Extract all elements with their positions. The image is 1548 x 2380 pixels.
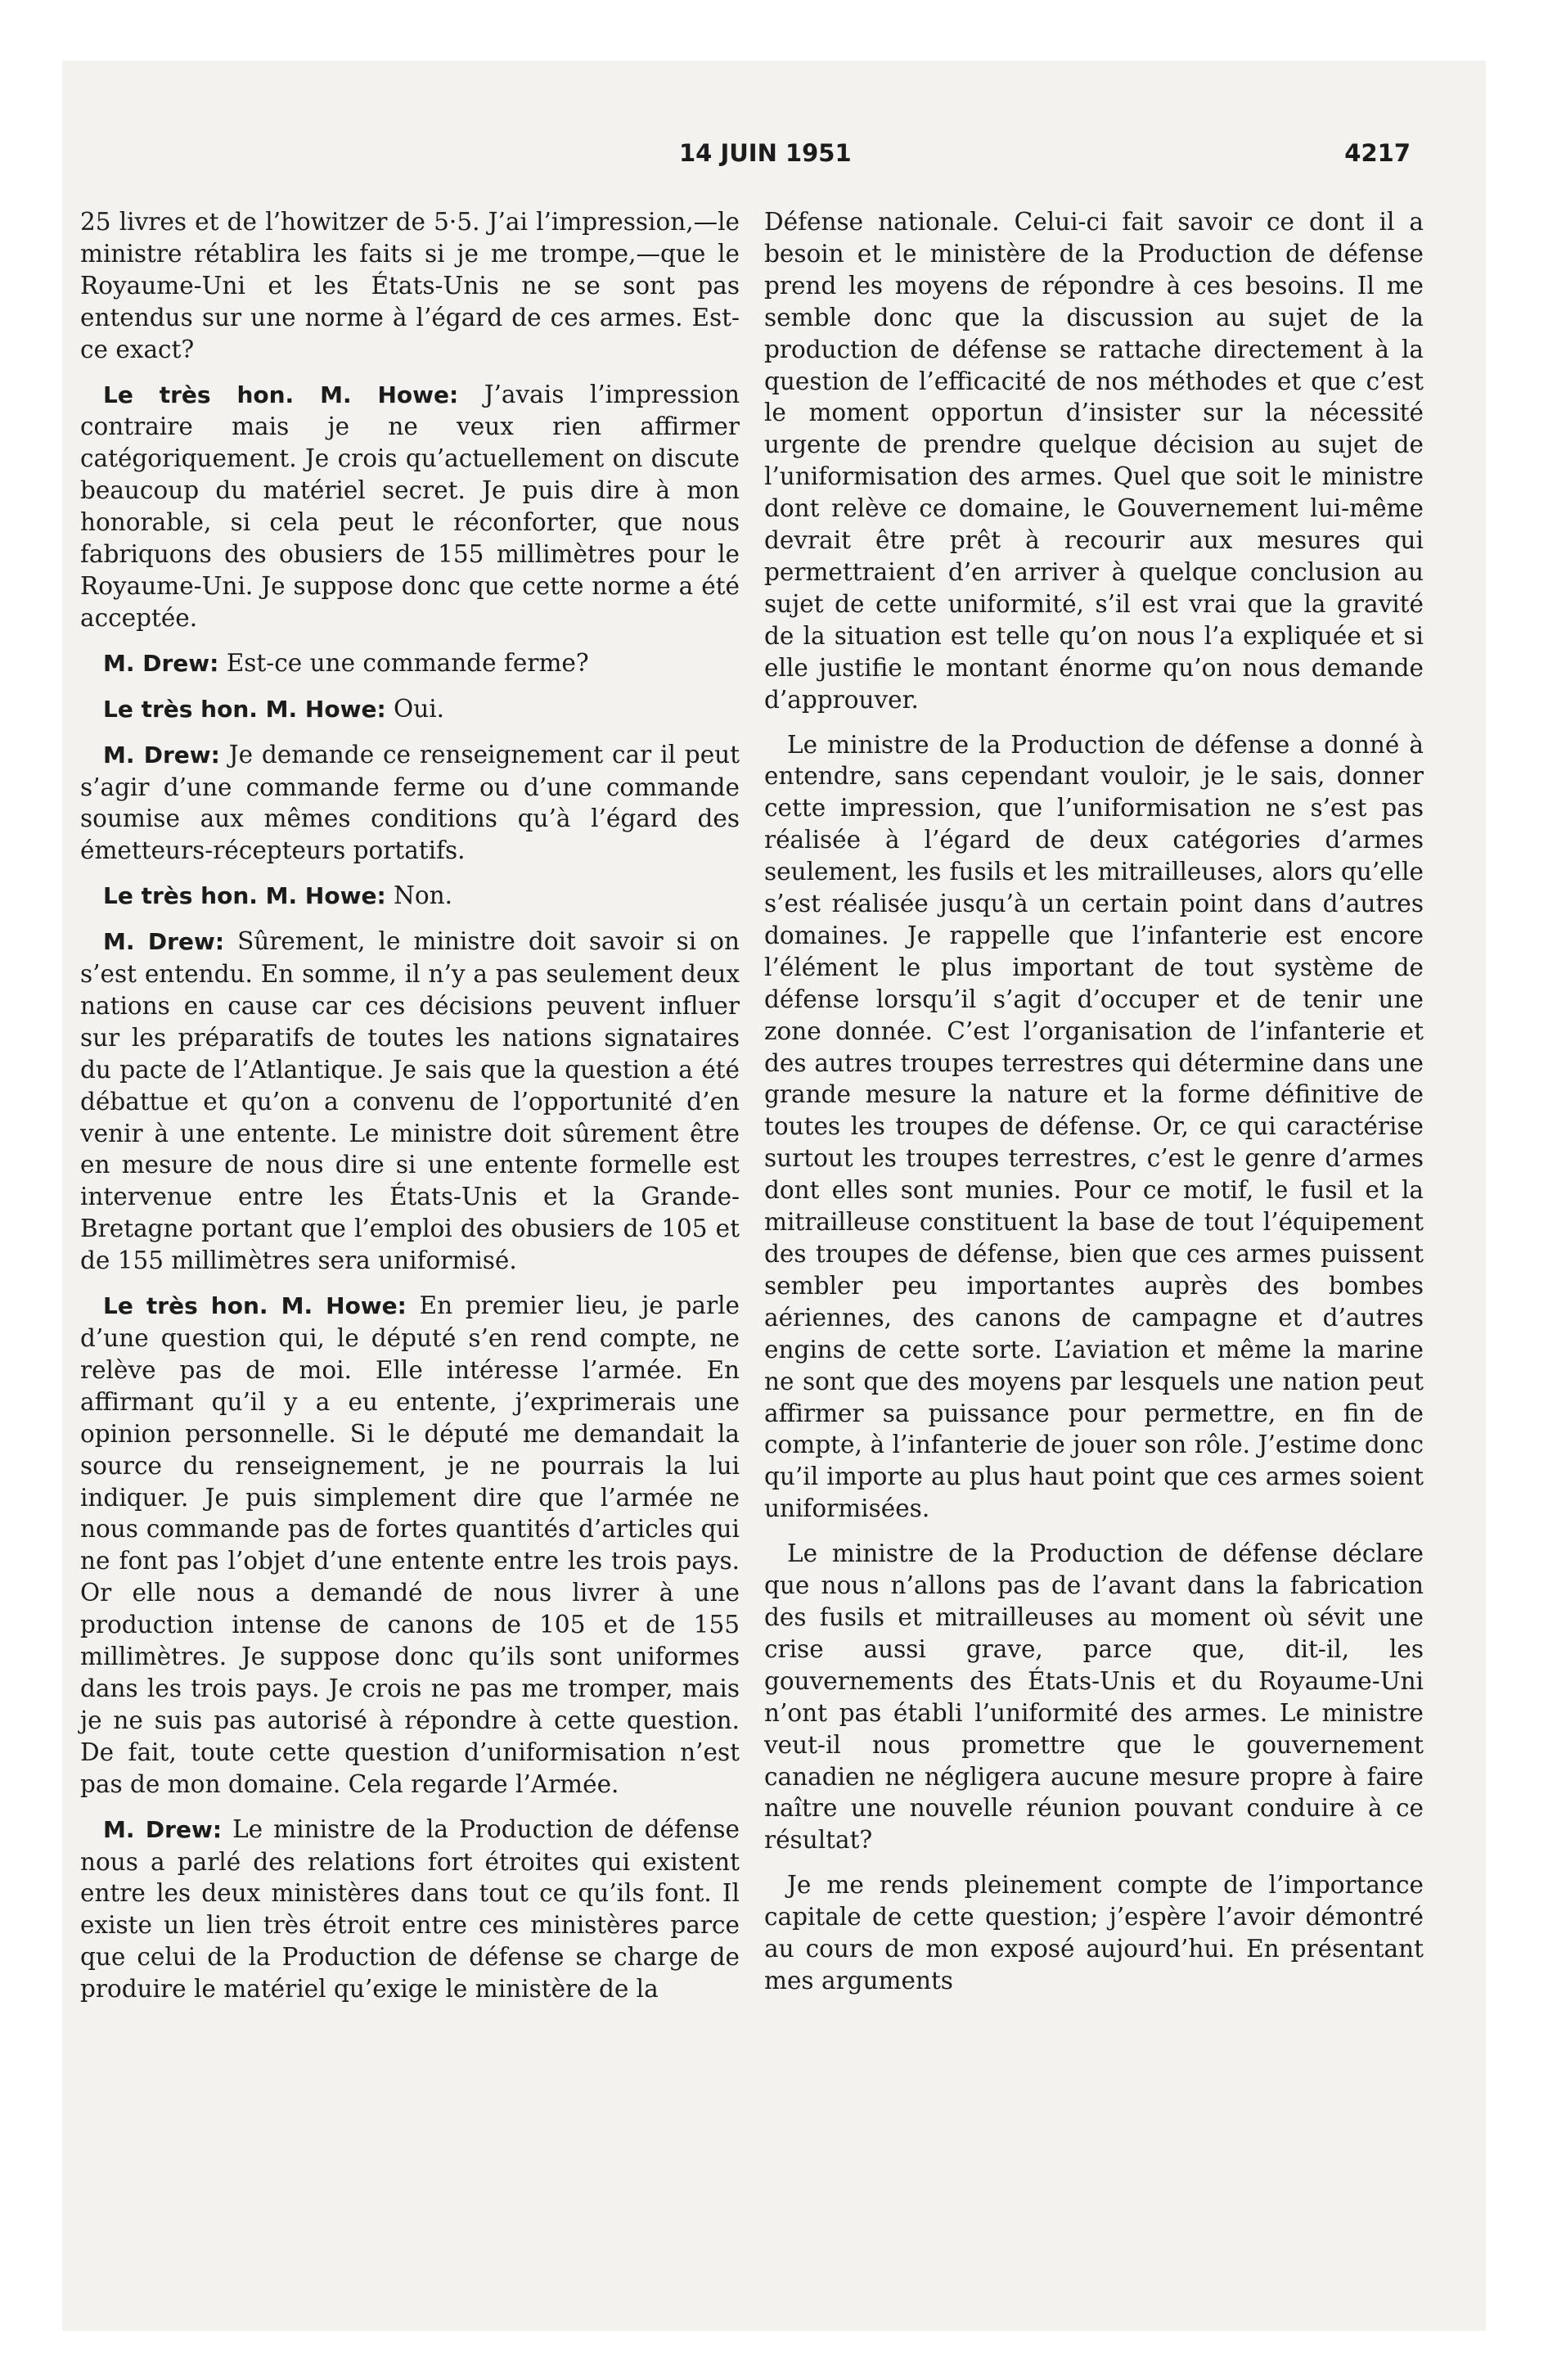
speech-paragraph [80,379,740,634]
speech-text: Sûrement, le ministre doit savoir si on s’est entendu. En somme, il n’y a pas seulement deux nations en cause car ces décisions peuvent influer sur les préparatifs de toutes les nations signataires du pacte de l’Atlantique. Je sais que la question a été débattue et qu’on a convenu de l’opportunité d’en venir à une entente. Le ministre doit sûrement être en mesure de nous dire si une entente formelle est intervenue entre les États-Unis et la Grande-Bretagne portant que l’emploi des obusiers de 105 et de 155 millimètres sera uniformisé. [80,927,740,1275]
speech-paragraph [80,693,740,726]
left-column [80,206,740,2018]
speech-text: Non. [394,881,452,910]
header-date: 14 JUIN 1951 [679,139,852,167]
speech-text: Est-ce une commande ferme? [226,648,589,677]
speaker-label: M. Drew: [103,928,225,956]
paragraph [764,729,1424,1526]
speech-text: En premier lieu, je parle d’une question qui, le député s’en rend compte, ne relève pas de moi. Elle intéresse l’armée. En affirmant qu’il y a eu entente, j’exprimerais une opinion personnelle. Si le député me demandait la source du renseignement, je ne pourrais la lui indiquer. Je puis simplement dire que l’armée ne nous commande pas de fortes quantités d’articles qui ne font pas l’objet d’une entente entre les trois pays. Or elle nous a demandé de nous livrer à une production intense de canons de 105 et de 155 millimètres. Je suppose donc qu’ils sont uniformes dans les trois pays. Je crois ne pas me tromper, mais je ne suis pas autorisé à répondre à cette question. De fait, toute cette question d’uniformisation n’est pas de mon domaine. Cela regarde l’Armée. [80,1291,740,1798]
paragraph-text: 25 livres et de l’howitzer de 5·5. J’ai l’impression,—le ministre rétablira les faits si je me trompe,—que le Royaume-Uni et les États-Unis ne se sont pas entendus sur une norme à l’égard de ces armes. Est-ce exact? [80,208,740,363]
paragraph [764,1869,1424,1997]
paragraph [764,1538,1424,1856]
speaker-label: Le très hon. M. Howe: [103,381,459,408]
speech-text: Je demande ce renseignement car il peut s’agir d’une commande ferme ou d’une commande soumise aux mêmes conditions qu’à l’égard des émetteurs-récepteurs portatifs. [80,740,740,865]
speech-paragraph [80,647,740,680]
speech-paragraph [80,739,740,868]
speaker-label: M. Drew: [103,649,219,677]
speech-text: Oui. [394,694,445,723]
speech-paragraph [80,1814,740,2005]
speaker-label: Le très hon. M. Howe: [103,1292,407,1320]
page-header [679,139,1411,175]
speech-paragraph [80,880,740,913]
paragraph-text: Défense nationale. Celui-ci fait savoir ce dont il a besoin et le ministère de la Production de défense prend les moyens de répondre à ces besoins. Il me semble donc que la discussion au sujet de la production de défense se rattache directement à la question de l’efficacité de nos méthodes et que c’est le moment opportun d’insister sur la nécessité urgente de prendre quelque décision au sujet de l’uniformisation des armes. Quel que soit le ministre dont relève ce domaine, le Gouvernement lui-même devrait être prêt à recourir aux mesures qui permettraient d’en arriver à quelque conclusion au sujet de cette uniformité, s’il est vrai que la gravité de la situation est telle qu’on nous l’a expliquée et si elle justifie le montant énorme qu’on nous demande d’approuver. [764,208,1424,714]
paragraph-text: Le ministre de la Production de défense a donné à entendre, sans cependant vouloir, je le sais, donner cette impression, que l’uniformisation ne s’est pas réalisée à l’égard de deux catégories d’armes seulement, les fusils et les mitrailleuses, alors qu’elle s’est réalisée jusqu’à un certain point dans d’autres domaines. Je rappelle que l’infanterie est encore l’élément le plus important de tout système de défense lorsqu’il s’agit d’occuper et de tenir une zone donnée. C’est l’organisation de l’infanterie et des autres troupes terrestres qui détermine dans une grande mesure la nature et la forme définitive de toutes les troupes de défense. Or, ce qui caractérise surtout les troupes terrestres, c’est le genre d’armes dont elles sont munies. Pour ce motif, le fusil et la mitrailleuse constituent la base de tout l’équipement des troupes de défense, bien que ces armes puissent sembler peu importantes auprès des bombes aériennes, des canons de campagne et d’autres engins de cette sorte. L’aviation et même la marine ne sont que des moyens par lesquels une nation peut affirmer sa puissance pour permettre, en fin de compte, à l’infanterie de jouer son rôle. J’estime donc qu’il importe au plus haut point que ces armes soient uniformisées. [764,730,1424,1523]
paragraph [764,206,1424,716]
speech-paragraph [80,1290,740,1801]
paragraph [80,206,740,366]
speaker-label: Le très hon. M. Howe: [103,882,386,910]
right-column [764,206,1424,2010]
speech-text: J’avais l’impression contraire mais je ne veux rien affirmer catégoriquement. Je crois qu’actuellement on discute beaucoup du matériel secret. Je puis dire à mon honorable, si cela peut le réconforter, que nous fabriquons des obusiers de 155 millimètres pour le Royaume-Uni. Je suppose donc que cette norme a été acceptée. [80,380,740,632]
speech-paragraph [80,926,740,1277]
speaker-label: M. Drew: [103,741,220,769]
speaker-label: M. Drew: [103,1815,223,1843]
speech-text: Le ministre de la Production de défense nous a parlé des relations fort étroites qui existent entre les deux ministères dans tout ce qu’ils font. Il existe un lien très étroit entre ces ministères parce que celui de la Production de défense se charge de produire le matériel qu’exige le ministère de la [80,1814,740,2004]
paragraph-text: Le ministre de la Production de défense déclare que nous n’allons pas de l’avant dans la fabrication des fusils et mitrailleuses au moment où sévit une crise aussi grave, parce que, dit-il, les gouvernements des États-Unis et du Royaume-Uni n’ont pas établi l’uniformité des armes. Le ministre veut-il nous promettre que le gouvernement canadien ne négligera aucune mesure propre à faire naître une nouvelle réunion pouvant conduire à ce résultat? [764,1539,1424,1855]
page-number: 4217 [1344,139,1411,167]
paragraph-text: Je me rends pleinement compte de l’importance capitale de cette question; j’espère l’avoir démontré au cours de mon exposé aujourd’hui. En présentant mes arguments [764,1871,1424,1995]
speaker-label: Le très hon. M. Howe: [103,695,386,723]
